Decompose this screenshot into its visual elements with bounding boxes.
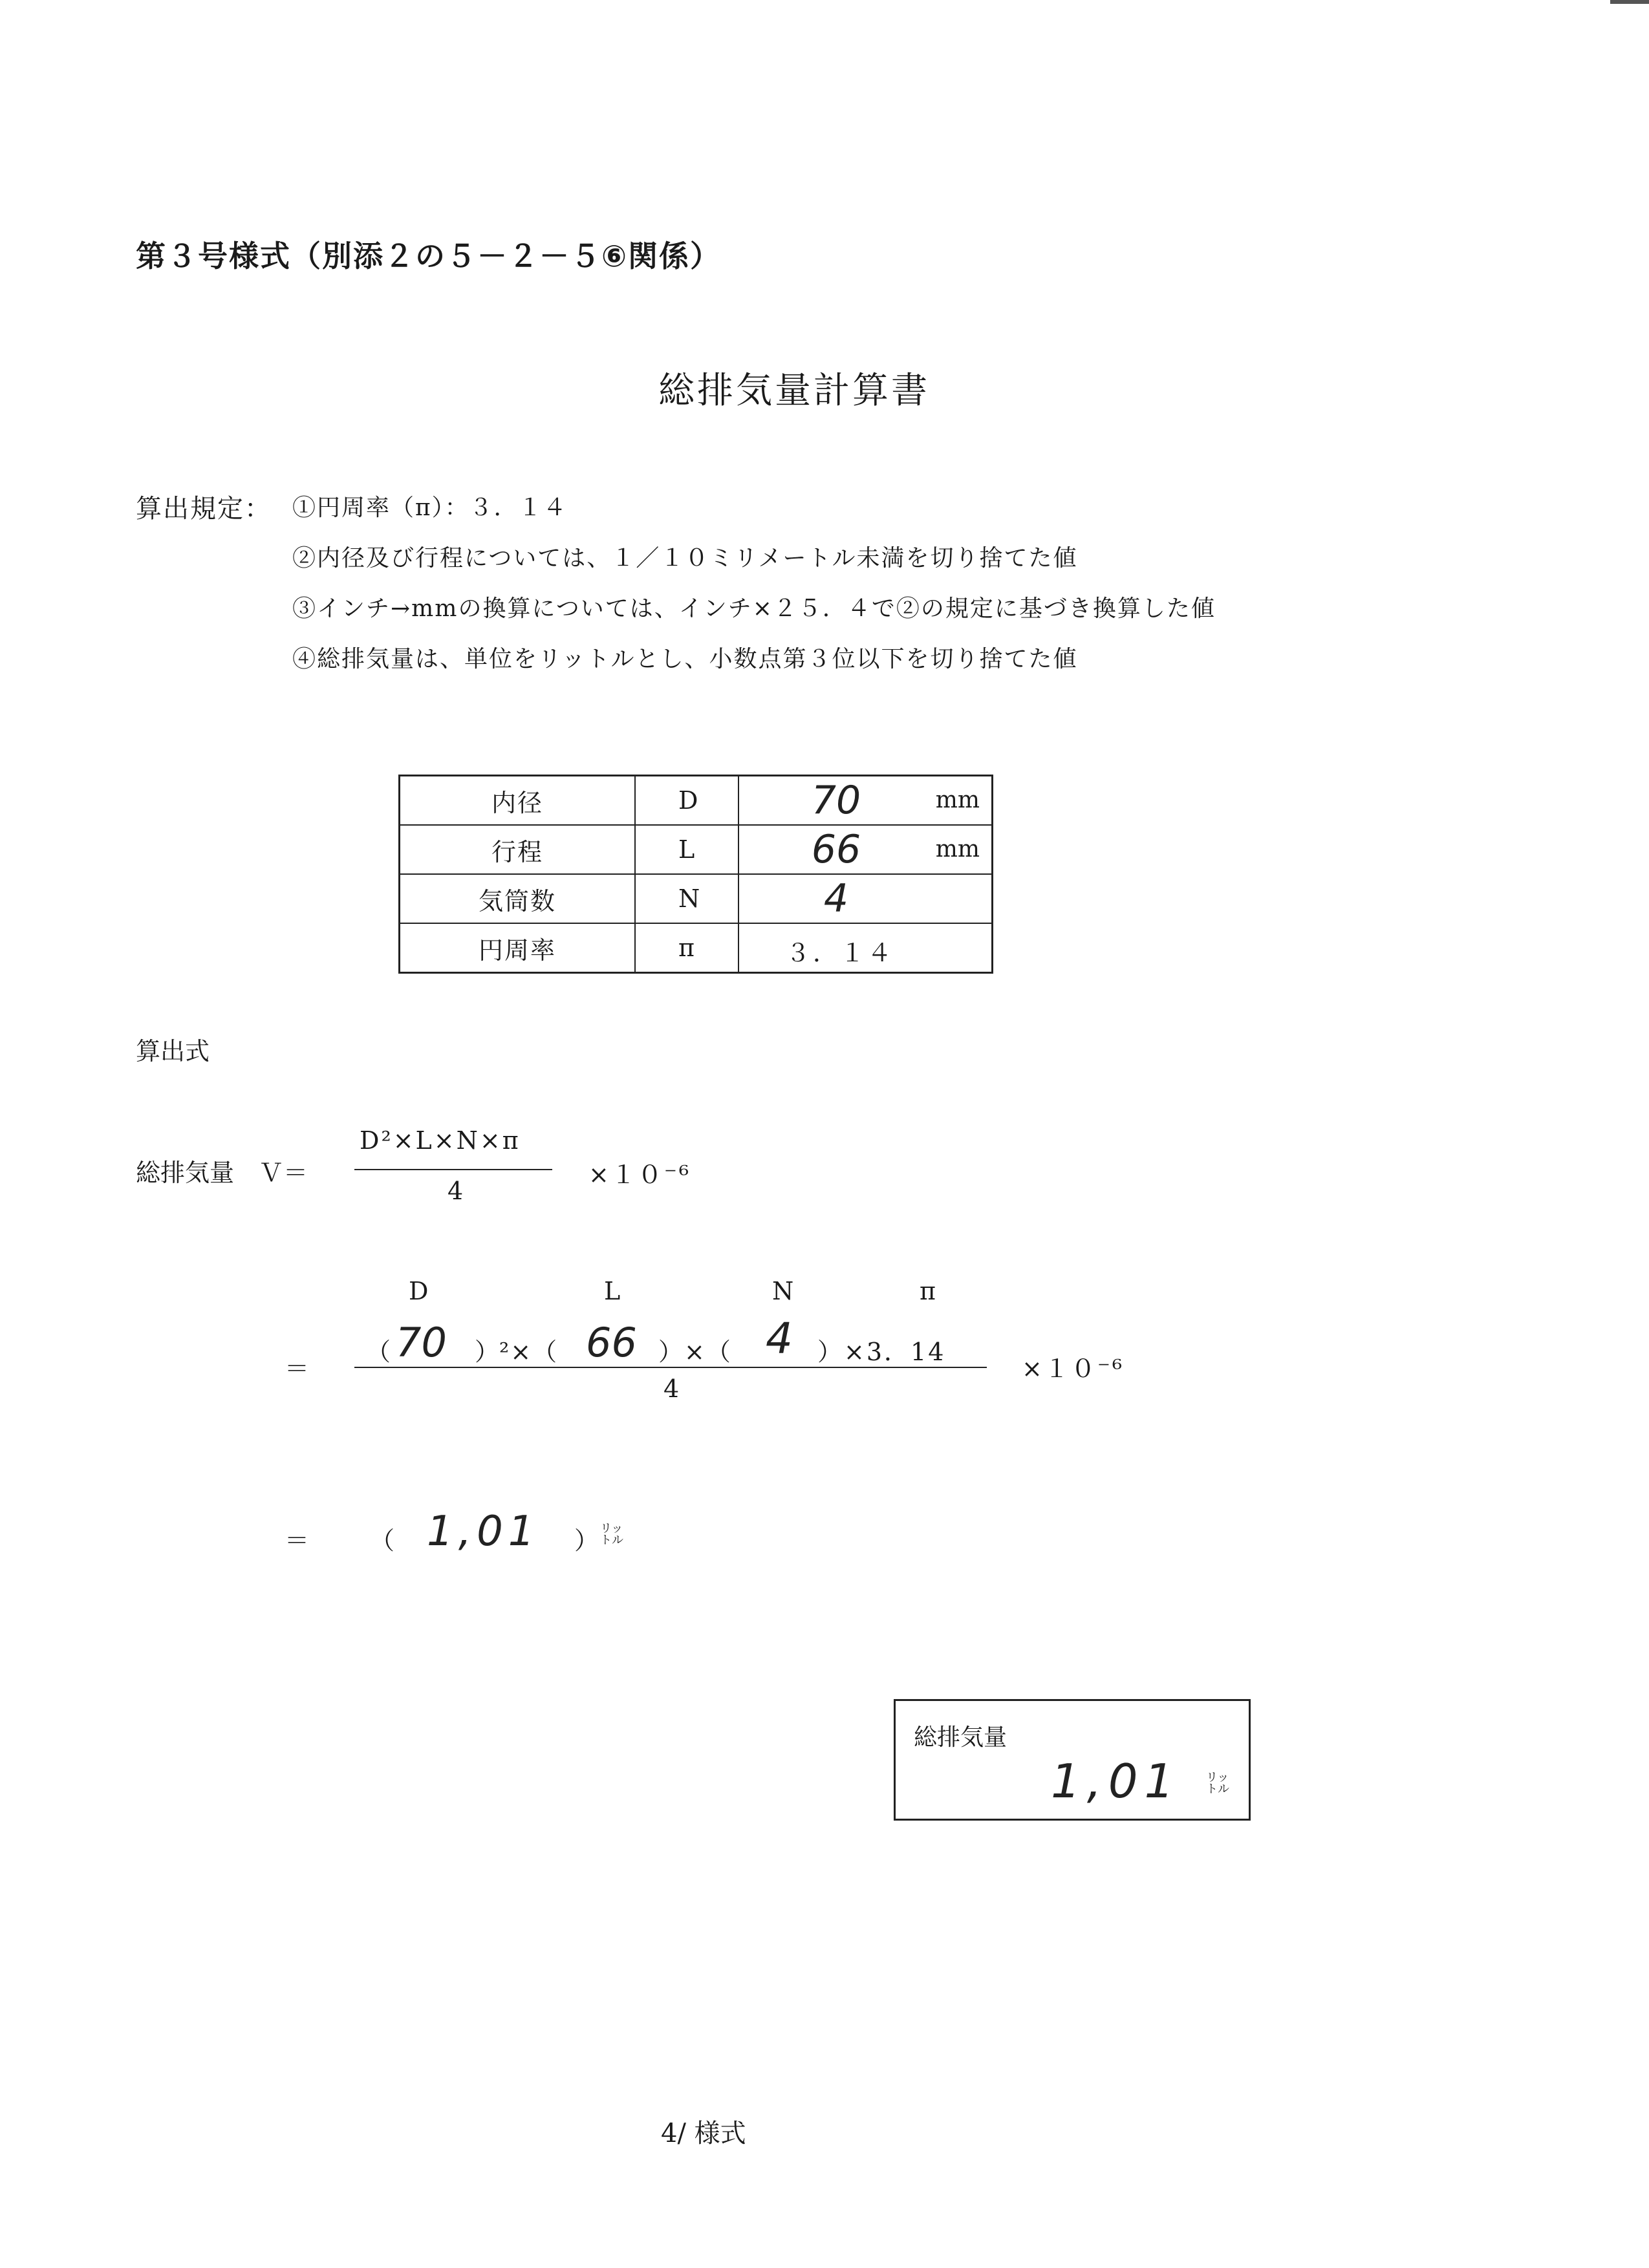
substituted-bore: 70 [396,1319,447,1366]
fraction-bar [354,1169,552,1170]
substituted-stroke: 66 [586,1319,637,1366]
page-footer: 4/ 様式 [661,2119,746,2148]
bore-unit: mm [935,787,980,813]
times-pi: ）×3．14 [817,1338,946,1366]
formula-denominator: 4 [447,1177,464,1205]
cylinders-symbol: N [635,874,738,923]
substituted-denominator: 4 [663,1375,680,1403]
stroke-symbol: L [635,825,738,874]
total-displacement-label: 総排気量 [136,1159,235,1187]
litre-unit-line: トル [1206,1782,1229,1796]
paren-open: （ [370,1526,395,1555]
pi-label: 円周率 [400,923,636,973]
stroke-value-cell [738,825,993,874]
summary-unit [1206,1772,1229,1795]
litre-unit-line: リッ [1206,1771,1229,1784]
paren-times-paren: ）×（ [658,1338,732,1366]
pi-value-cell [738,923,993,973]
stroke-label: 行程 [400,825,636,874]
var-header-d: D [409,1277,429,1305]
litre-unit-line: リッ [600,1522,623,1535]
stroke-value: 66 [811,827,861,872]
rule-item: ④総排気量は、単位をリットルとし、小数点第３位以下を切り捨てた値 [292,646,1078,672]
litre-unit-line: トル [600,1534,623,1547]
cylinders-value: 4 [823,876,849,921]
paren-close: ） [475,1338,500,1366]
cylinders-value-cell [738,874,993,923]
form-number: 第３号様式（別添２の５－２－５⑥関係） [136,239,721,273]
equals-sign: ＝ [285,1354,310,1383]
summary-value: 1,01 [1051,1754,1181,1808]
summary-label: 総排気量 [914,1724,1008,1751]
rule-item: ③インチ→mmの換算については、インチ×２５．４で②の規定に基づき換算した値 [292,595,1216,622]
var-header-l: L [604,1277,621,1305]
formula-heading: 算出式 [136,1037,210,1065]
paren-open: （ [366,1338,391,1366]
substituted-cylinders: 4 [766,1314,793,1364]
bore-value: 70 [811,778,861,823]
table-row [400,923,993,973]
var-header-n: N [772,1277,794,1305]
substituted-multiplier: ×１０⁻⁶ [1022,1354,1125,1383]
bore-value-cell [738,776,993,826]
result-value: 1,01 [427,1508,540,1556]
rule-item: ②内径及び行程については、１／１０ミリメートル未満を切り捨てた値 [292,545,1078,572]
formula-numerator: D²×L×N×π [360,1126,521,1155]
pi-value: ３．１４ [785,939,894,967]
paren-close: ） [574,1526,599,1555]
spec-table [398,775,993,974]
rule-item: ①円周率（π）：３．１４ [292,495,568,521]
summary-box [894,1699,1251,1821]
litre-unit [600,1523,623,1546]
table-row [400,825,993,874]
scan-edge-mark [1610,0,1649,4]
fraction-bar [354,1367,987,1368]
var-header-pi: π [920,1277,936,1305]
stroke-unit: mm [935,836,980,862]
bore-symbol: D [635,776,738,826]
squared-times: ²×（ [499,1338,559,1366]
table-row [400,874,993,923]
pi-symbol: π [635,923,738,973]
formula-multiplier: ×１０⁻⁶ [588,1161,691,1189]
cylinders-label: 気筒数 [400,874,636,923]
rules-label: 算出規定： [136,494,272,524]
equals-sign: ＝ [285,1526,310,1555]
bore-label: 内径 [400,776,636,826]
table-row [400,776,993,826]
v-equals: Ｖ＝ [259,1159,308,1187]
document-title: 総排気量計算書 [658,370,930,412]
